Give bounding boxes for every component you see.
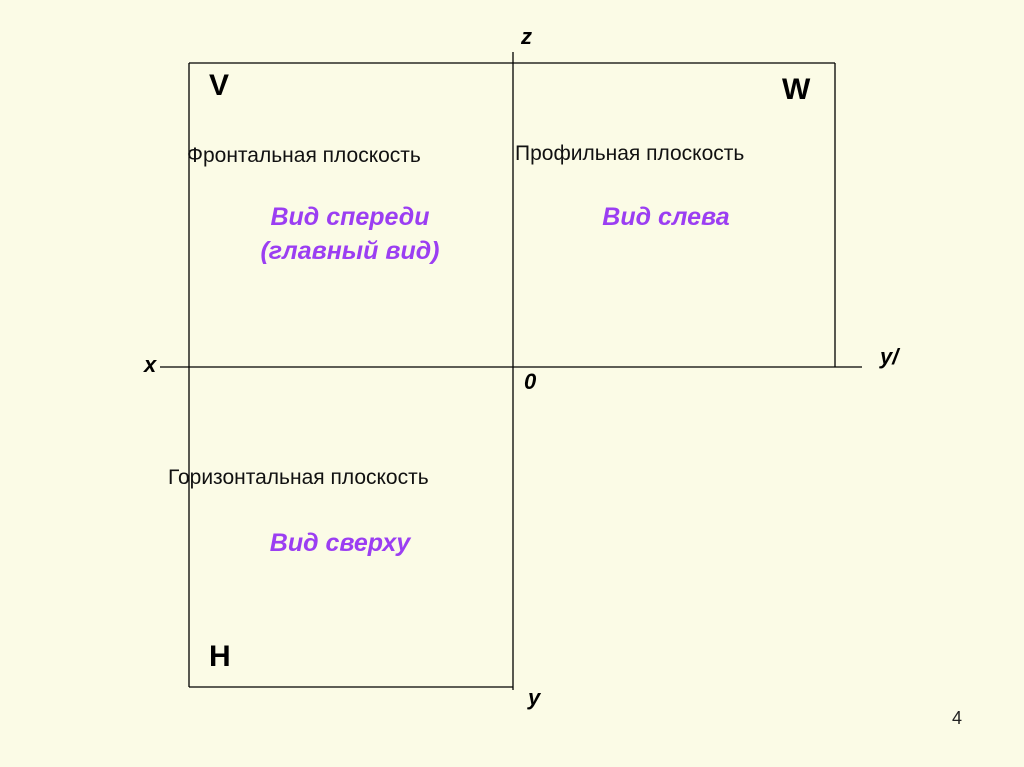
y-prime-axis-label: y/ [880,344,899,369]
frontal-plane-name: Фронтальная плоскость [187,144,421,167]
front-view-label [225,200,475,268]
horizontal-plane-letter: H [209,640,231,673]
profile-plane-letter: W [782,73,811,106]
page-number: 4 [952,708,963,728]
x-axis-label: x [144,352,157,377]
z-axis-label: z [521,24,532,49]
y-axis-label: y [528,685,541,710]
left-view-label: Вид слева [602,203,730,231]
profile-plane-name: Профильная плоскость [515,142,745,165]
horizontal-plane-name: Горизонтальная плоскость [168,466,429,489]
front-view-line2: (главный вид) [260,237,440,265]
top-view-label: Вид сверху [269,529,411,557]
front-view-line1: Вид спереди [270,203,430,231]
origin-label: 0 [524,369,537,394]
frontal-plane-letter: V [209,69,230,102]
